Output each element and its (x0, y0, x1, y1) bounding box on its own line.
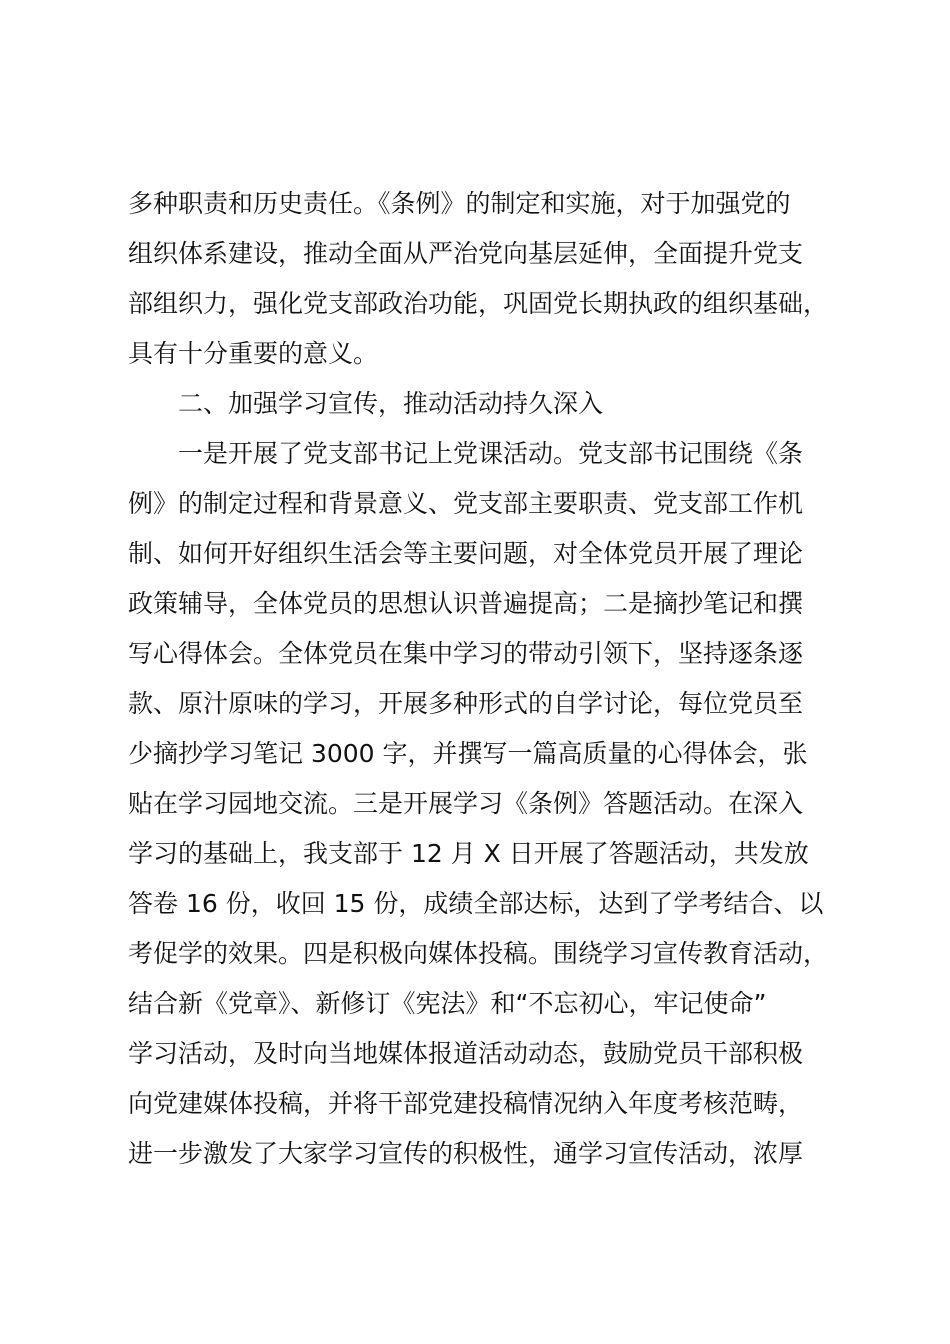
paragraph-line: 写心得体会。全体党员在集中学习的带动引领下，坚持逐条逐 (128, 639, 804, 668)
paragraph-line: 款、原汁原味的学习，开展多种形式的自学讨论，每位党员至 (128, 689, 804, 718)
paragraph-line: 多种职责和历史责任。《条例》的制定和实施，对于加强党的 (128, 189, 791, 218)
paragraph-line: 少摘抄学习笔记 3000 字，并撰写一篇高质量的心得体会，张 (128, 739, 808, 768)
paragraph-line: 学习活动，及时向当地媒体报道活动动态，鼓励党员干部积极 (128, 1039, 804, 1068)
paragraph-line: 答卷 16 份，收回 15 份，成绩全部达标，达到了学考结合、以 (128, 889, 824, 918)
paragraph-line: 进一步激发了大家学习宣传的积极性，通学习宣传活动，浓厚 (128, 1139, 804, 1168)
paragraph-line: 向党建媒体投稿，并将干部党建投稿情况纳入年度考核范畴， (128, 1089, 804, 1118)
paragraph-line: 具有十分重要的意义。 (128, 339, 379, 368)
paragraph-line: 部组织力，强化党支部政治功能，巩固党长期执政的组织基础， (128, 289, 829, 318)
paragraph-line: 结合新《党章》、新修订《宪法》和“不忘初心，牢记使命” (128, 989, 767, 1018)
paragraph-line: 考促学的效果。四是积极向媒体投稿。围绕学习宣传教育活动， (128, 939, 829, 968)
paragraph-line: 一是开展了党支部书记上党课活动。党支部书记围绕《条 (178, 439, 804, 468)
section-heading: 二、加强学习宣传，推动活动持久深入 (178, 389, 604, 418)
paragraph-line: 例》的制定过程和背景意义、党支部主要职责、党支部工作机 (128, 489, 804, 518)
paragraph-line: 贴在学习园地交流。三是开展学习《条例》答题活动。在深入 (128, 789, 804, 818)
paragraph-line: 学习的基础上，我支部于 12 月 X 日开展了答题活动，共发放 (128, 839, 809, 868)
paragraph-line: 政策辅导，全体党员的思想认识普遍提高；二是摘抄笔记和撰 (128, 589, 804, 618)
paragraph-line: 组织体系建设，推动全面从严治党向基层延伸，全面提升党支 (128, 239, 804, 268)
paragraph-line: 制、如何开好组织生活会等主要问题，对全体党员开展了理论 (128, 539, 804, 568)
